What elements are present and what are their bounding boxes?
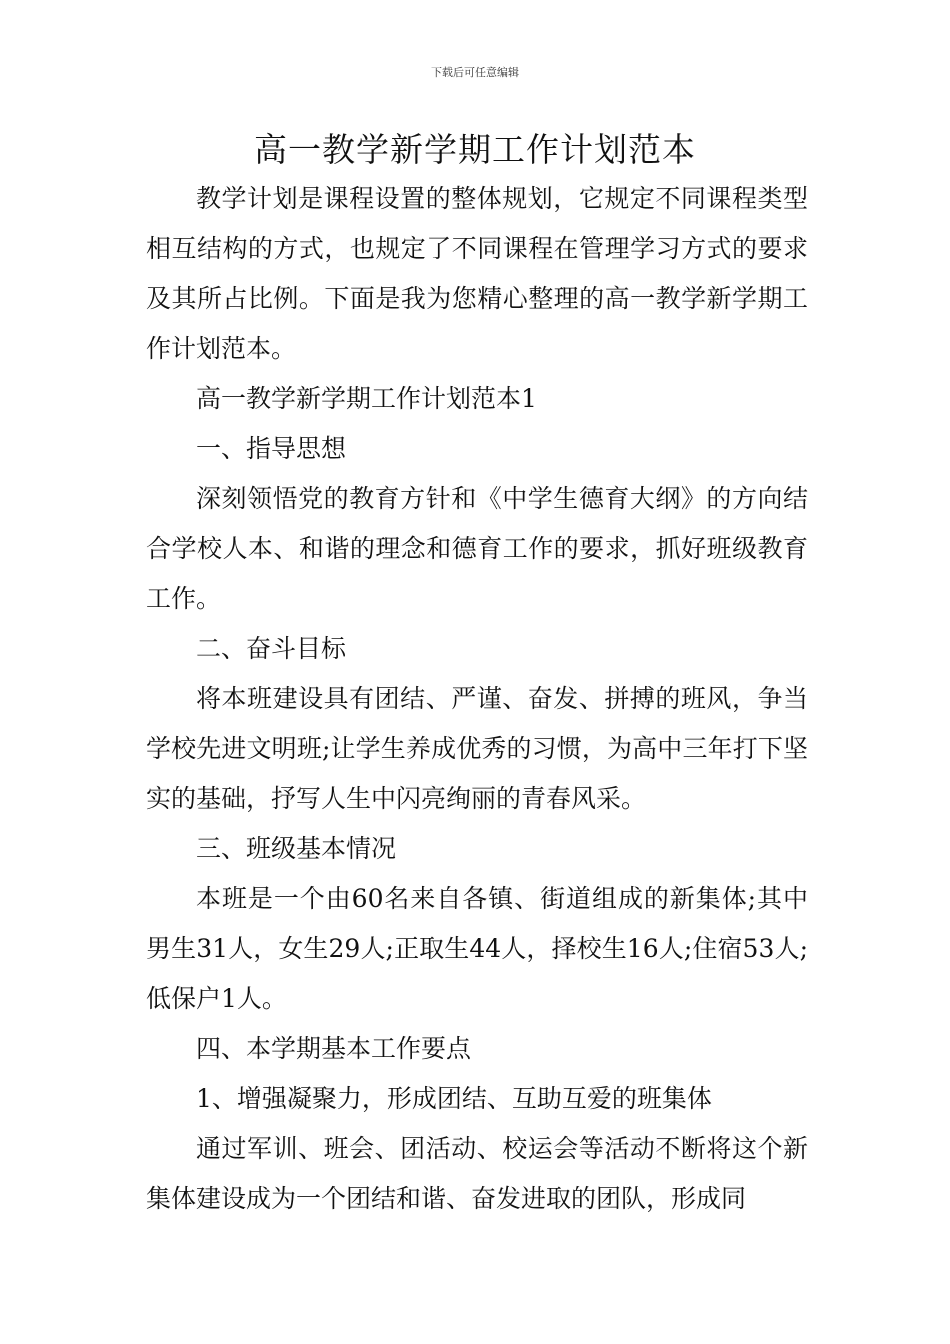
- document-body: [146, 174, 808, 1224]
- section-heading-class-situation: 三、班级基本情况: [196, 834, 397, 863]
- work-point-1-heading: 1、增强凝聚力，形成团结、互助互爱的班集体: [196, 1084, 712, 1113]
- section-heading-work-points: 四、本学期基本工作要点: [196, 1034, 472, 1063]
- guiding-thought-paragraph: 深刻领悟党的教育方针和《中学生德育大纲》的方向结合学校人本、和谐的理念和德育工作的要求，抓好班级教育工作。: [146, 484, 808, 613]
- page-header-note: 下载后可任意编辑: [431, 66, 519, 79]
- section-heading-goals: 二、奋斗目标: [196, 634, 347, 663]
- work-point-1-paragraph: 通过军训、班会、团活动、校运会等活动不断将这个新集体建设成为一个团结和谐、奋发进取的团队，形成同: [146, 1134, 808, 1213]
- intro-paragraph: 教学计划是课程设置的整体规划，它规定不同课程类型相互结构的方式，也规定了不同课程在管理学习方式的要求及其所占比例。下面是我为您精心整理的高一教学新学期工作计划范本。: [146, 184, 808, 363]
- class-situation-paragraph: 本班是一个由60名来自各镇、街道组成的新集体;其中男生31人，女生29人;正取生44人，择校生16人;住宿53人;低保户1人。: [146, 884, 808, 1013]
- goals-paragraph: 将本班建设具有团结、严谨、奋发、拼搏的班风，争当学校先进文明班;让学生养成优秀的习惯，为高中三年打下坚实的基础，抒写人生中闪亮绚丽的青春风采。: [146, 684, 808, 813]
- section-heading-plan-1: 高一教学新学期工作计划范本1: [196, 384, 537, 413]
- document-title: 高一教学新学期工作计划范本: [254, 130, 696, 169]
- section-heading-guiding-thought: 一、指导思想: [196, 434, 347, 463]
